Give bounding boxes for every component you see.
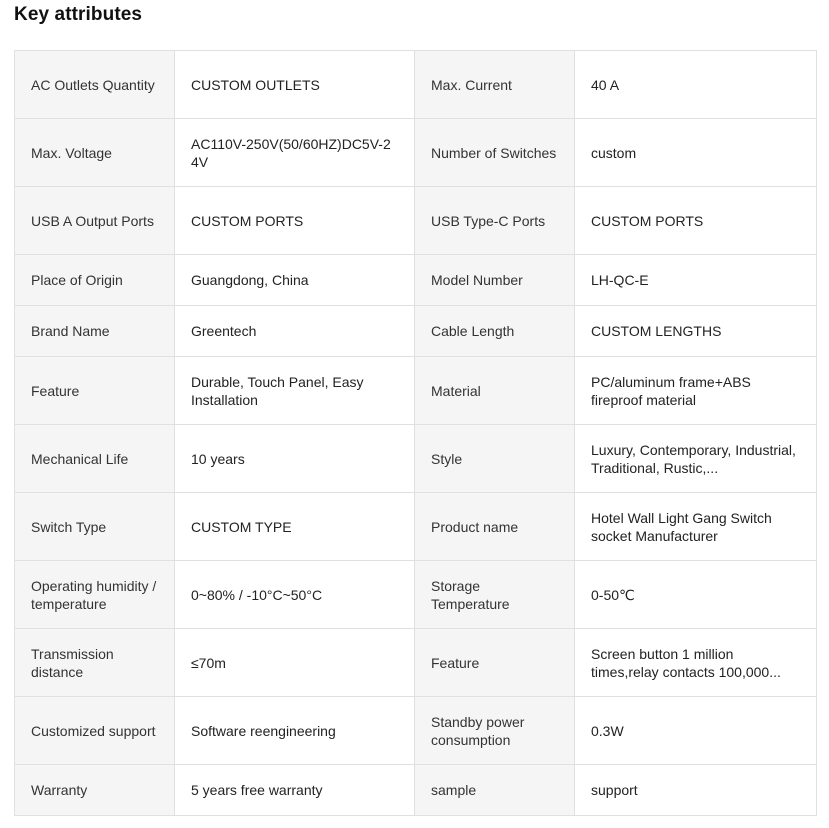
attribute-name: Customized support — [15, 697, 175, 765]
attribute-value: LH-QC-E — [575, 255, 817, 306]
attribute-value: 0-50℃ — [575, 561, 817, 629]
attribute-value: Screen button 1 million times,relay contacts 100,000... — [575, 629, 817, 697]
attribute-name: Max. Current — [415, 51, 575, 119]
attribute-name: Feature — [15, 357, 175, 425]
attribute-name: AC Outlets Quantity — [15, 51, 175, 119]
attribute-value: PC/aluminum frame+ABS fireproof material — [575, 357, 817, 425]
attribute-name: sample — [415, 765, 575, 816]
table-row — [15, 255, 817, 306]
attribute-value: custom — [575, 119, 817, 187]
attribute-value: CUSTOM PORTS — [175, 187, 415, 255]
attribute-value: Greentech — [175, 306, 415, 357]
attribute-value: 0~80% / -10°C~50°C — [175, 561, 415, 629]
attribute-name: Warranty — [15, 765, 175, 816]
table-row — [15, 561, 817, 629]
attribute-name: Operating humidity / temperature — [15, 561, 175, 629]
table-row — [15, 493, 817, 561]
attribute-value: Luxury, Contemporary, Industrial, Traditional, Rustic,... — [575, 425, 817, 493]
attribute-value: Durable, Touch Panel, Easy Installation — [175, 357, 415, 425]
attribute-name: USB A Output Ports — [15, 187, 175, 255]
table-row — [15, 187, 817, 255]
key-attributes-table — [14, 50, 817, 816]
attribute-value: CUSTOM OUTLETS — [175, 51, 415, 119]
attribute-value: 40 A — [575, 51, 817, 119]
attribute-name: Material — [415, 357, 575, 425]
table-row — [15, 697, 817, 765]
attribute-name: USB Type-C Ports — [415, 187, 575, 255]
attribute-value: support — [575, 765, 817, 816]
attribute-name: Switch Type — [15, 493, 175, 561]
attribute-value: AC110V-250V(50/60HZ)DC5V-24V — [175, 119, 415, 187]
attribute-name: Product name — [415, 493, 575, 561]
table-row — [15, 51, 817, 119]
attribute-value: 10 years — [175, 425, 415, 493]
table-row — [15, 119, 817, 187]
attribute-value: 5 years free warranty — [175, 765, 415, 816]
attribute-value: Guangdong, China — [175, 255, 415, 306]
section-title: Key attributes — [14, 4, 143, 25]
attribute-name: Storage Temperature — [415, 561, 575, 629]
attribute-name: Mechanical Life — [15, 425, 175, 493]
attribute-value: Software reengineering — [175, 697, 415, 765]
attribute-name: Model Number — [415, 255, 575, 306]
table-row — [15, 425, 817, 493]
attribute-name: Style — [415, 425, 575, 493]
attribute-name: Number of Switches — [415, 119, 575, 187]
table-row — [15, 306, 817, 357]
attribute-name: Max. Voltage — [15, 119, 175, 187]
attribute-name: Transmission distance — [15, 629, 175, 697]
table-row — [15, 629, 817, 697]
attribute-name: Brand Name — [15, 306, 175, 357]
attribute-name: Standby power consumption — [415, 697, 575, 765]
table-row — [15, 765, 817, 816]
attribute-name: Cable Length — [415, 306, 575, 357]
attribute-value: CUSTOM PORTS — [575, 187, 817, 255]
attribute-value: CUSTOM LENGTHS — [575, 306, 817, 357]
attribute-value: Hotel Wall Light Gang Switch socket Manufacturer — [575, 493, 817, 561]
attribute-value: 0.3W — [575, 697, 817, 765]
attribute-value: CUSTOM TYPE — [175, 493, 415, 561]
attribute-name: Feature — [415, 629, 575, 697]
table-row — [15, 357, 817, 425]
attribute-name: Place of Origin — [15, 255, 175, 306]
attribute-value: ≤70m — [175, 629, 415, 697]
